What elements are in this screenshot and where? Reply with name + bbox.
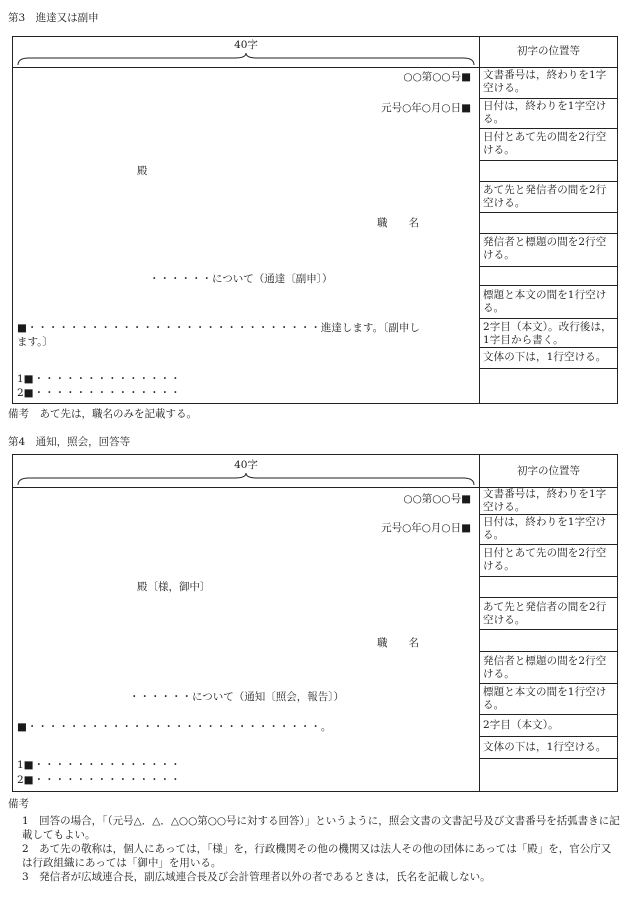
- row-divider: [479, 714, 617, 715]
- position-note: 日付は，終わりを1字空ける。: [483, 100, 607, 125]
- section4-remarks-list: [8, 814, 620, 884]
- addressee: 殿: [137, 165, 148, 177]
- position-note: 標題と本文の間を1行空ける。: [483, 686, 607, 711]
- row-divider: [479, 266, 617, 267]
- list-item: 2■・・・・・・・・・・・・・・: [17, 387, 181, 399]
- row-divider: [479, 629, 617, 630]
- row-divider: [479, 212, 617, 213]
- row-divider: [479, 128, 617, 129]
- position-note: あて先と発信者の間を2行空ける。: [483, 601, 607, 626]
- sender-title: 職 名: [377, 637, 419, 649]
- section4-remarks-title: 備考: [8, 798, 29, 810]
- position-note: 2字目（本文）。: [483, 719, 559, 731]
- column-divider: [479, 455, 480, 791]
- addressee: 殿〔様，御中〕: [137, 581, 211, 593]
- remark-item: 2 あて先の敬称は，個人にあっては，「様」を，行政機関その他の機関又は法人その他の団体にあっては「殿」を，官公庁又は行政組織にあっては「御中」を用いる。: [22, 843, 612, 869]
- row-divider: [479, 651, 617, 652]
- document-subject: ・・・・・・について（通達〔副申〕）: [149, 273, 333, 285]
- row-divider: [479, 347, 617, 348]
- body-text: ■・・・・・・・・・・・・・・・・・・・・・・・・・・・・。: [17, 721, 332, 733]
- body-text: ■・・・・・・・・・・・・・・・・・・・・・・・・・・・・進達します。〔副申し: [17, 322, 420, 334]
- sender-title: 職 名: [377, 217, 419, 229]
- list-item: 1■・・・・・・・・・・・・・・: [17, 759, 181, 771]
- row-divider: [479, 285, 617, 286]
- row-divider: [479, 514, 617, 515]
- char-count-label: 40字: [234, 39, 258, 51]
- section4-heading: 第4 通知，照会，回答等: [8, 436, 131, 448]
- column-header: 初字の位置等: [517, 45, 580, 57]
- row-divider: [479, 544, 617, 545]
- row-divider: [479, 758, 617, 759]
- list-item: 2■・・・・・・・・・・・・・・: [17, 774, 181, 786]
- row-divider: [479, 597, 617, 598]
- row-divider: [479, 181, 617, 182]
- position-note: 標題と本文の間を1行空ける。: [483, 289, 607, 314]
- position-note: 日付は，終わりを1字空ける。: [483, 516, 607, 541]
- brace-icon: [17, 52, 475, 66]
- section4-form-frame: [12, 454, 618, 792]
- position-note: 文体の下は，1行空ける。: [483, 741, 607, 753]
- row-divider: [479, 318, 617, 319]
- column-header: 初字の位置等: [517, 465, 580, 477]
- document-date: 元号○年○月○日■: [381, 522, 471, 534]
- remark-item: 1 回答の場合，「（元号△．△．△○○第○○号に対する回答）」というように，照会文書の文書記号及び文書番号を括弧書きに記載してもよい。: [22, 815, 620, 841]
- position-note: 文書番号は，終わりを1字空ける。: [483, 69, 607, 94]
- position-note: 2字目（本文）。改行後は，1字目から書く。: [483, 321, 612, 346]
- document-subject: ・・・・・・について（通知〔照会，報告〕）: [129, 691, 345, 703]
- char-count-label: 40字: [234, 459, 258, 471]
- body-text-continued: ます。〕: [17, 336, 53, 348]
- document-date: 元号○年○月○日■: [381, 102, 471, 114]
- row-divider: [479, 736, 617, 737]
- section3-remark: 備考 あて先は，職名のみを記載する。: [8, 408, 197, 420]
- row-divider: [479, 233, 617, 234]
- header-divider: [13, 67, 617, 68]
- position-note: 文書番号は，終わりを1字空ける。: [483, 488, 607, 513]
- brace-icon: [17, 472, 475, 486]
- position-note: 文体の下は，1行空ける。: [483, 351, 607, 363]
- row-divider: [479, 683, 617, 684]
- remark-item: 3 発信者が広域連合長，副広域連合長及び会計管理者以外の者であるときは，氏名を記載しない。: [22, 871, 491, 883]
- position-note: 発信者と標題の間を2行空ける。: [483, 236, 607, 261]
- row-divider: [479, 576, 617, 577]
- list-item: 1■・・・・・・・・・・・・・・: [17, 373, 181, 385]
- section3-heading: 第3 進達又は副申: [8, 12, 99, 24]
- position-note: 発信者と標題の間を2行空ける。: [483, 655, 607, 680]
- document-number: ○○第○○号■: [403, 493, 471, 505]
- document-number: ○○第○○号■: [403, 71, 471, 83]
- row-divider: [479, 368, 617, 369]
- column-divider: [479, 37, 480, 403]
- row-divider: [479, 160, 617, 161]
- section3-form-frame: [12, 36, 618, 404]
- position-note: あて先と発信者の間を2行空ける。: [483, 184, 607, 209]
- position-note: 日付とあて先の間を2行空ける。: [483, 547, 607, 572]
- position-note: 日付とあて先の間を2行空ける。: [483, 131, 607, 156]
- row-divider: [479, 98, 617, 99]
